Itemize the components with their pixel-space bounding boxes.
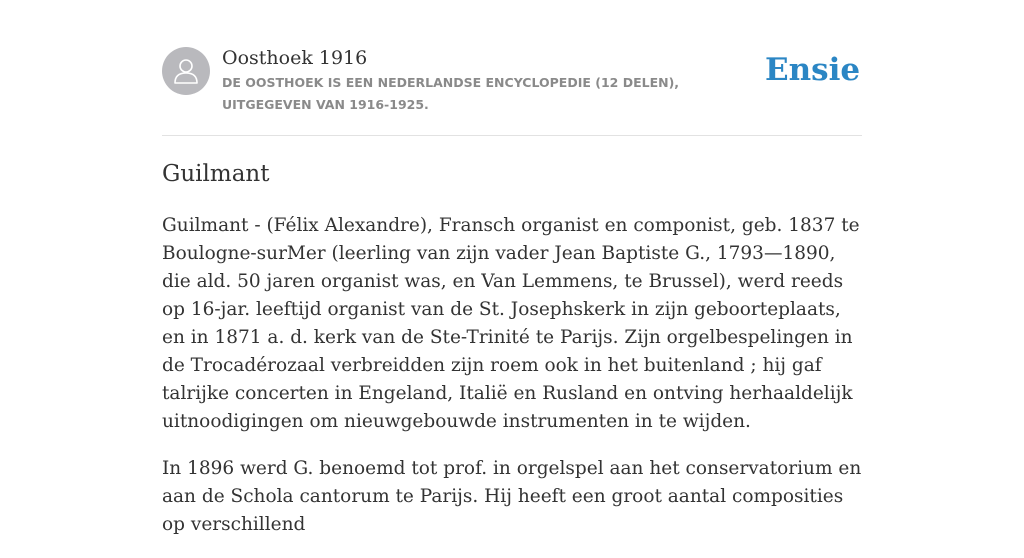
ensie-logo[interactable]: Ensie xyxy=(765,52,861,88)
article-body xyxy=(162,212,868,558)
article-title: Guilmant xyxy=(162,161,270,187)
divider xyxy=(162,135,862,136)
user-icon xyxy=(171,56,201,86)
source-header xyxy=(162,46,862,136)
source-title[interactable]: Oosthoek 1916 xyxy=(222,47,368,69)
article-paragraph: Guilmant - (Félix Alexandre), Fransch organist en componist, geb. 1837 te Boulogne-surMer (leerling van zijn vader Jean Baptiste G., 1793—1890, die ald. 50 jaren organist was, en Van Lemmens, te Brussel), werd reeds op 16-jar. leeftijd organist van de St. Josephskerk in zijn geboorteplaats, en in 1871 a. d. kerk van de Ste-Trinité te Parijs. Zijn orgelbespelingen in de Trocadérozaal verbreidden zijn roem ook in het buitenland ; hij gaf talrijke concerten in Engeland, Italië en Rusland en ontving herhaaldelijk uitnoodigingen om nieuwgebouwde instrumenten in te wijden. xyxy=(162,215,860,432)
avatar[interactable] xyxy=(162,47,210,95)
source-description: DE OOSTHOEK IS EEN NEDERLANDSE ENCYCLOPEDIE (12 DELEN), UITGEGEVEN VAN 1916-1925. xyxy=(222,75,680,112)
article-paragraph: In 1896 werd G. benoemd tot prof. in orgelspel aan het conservatorium en aan de Schola cantorum te Parijs. Hij heeft een groot aantal composities op verschillend xyxy=(162,458,862,535)
